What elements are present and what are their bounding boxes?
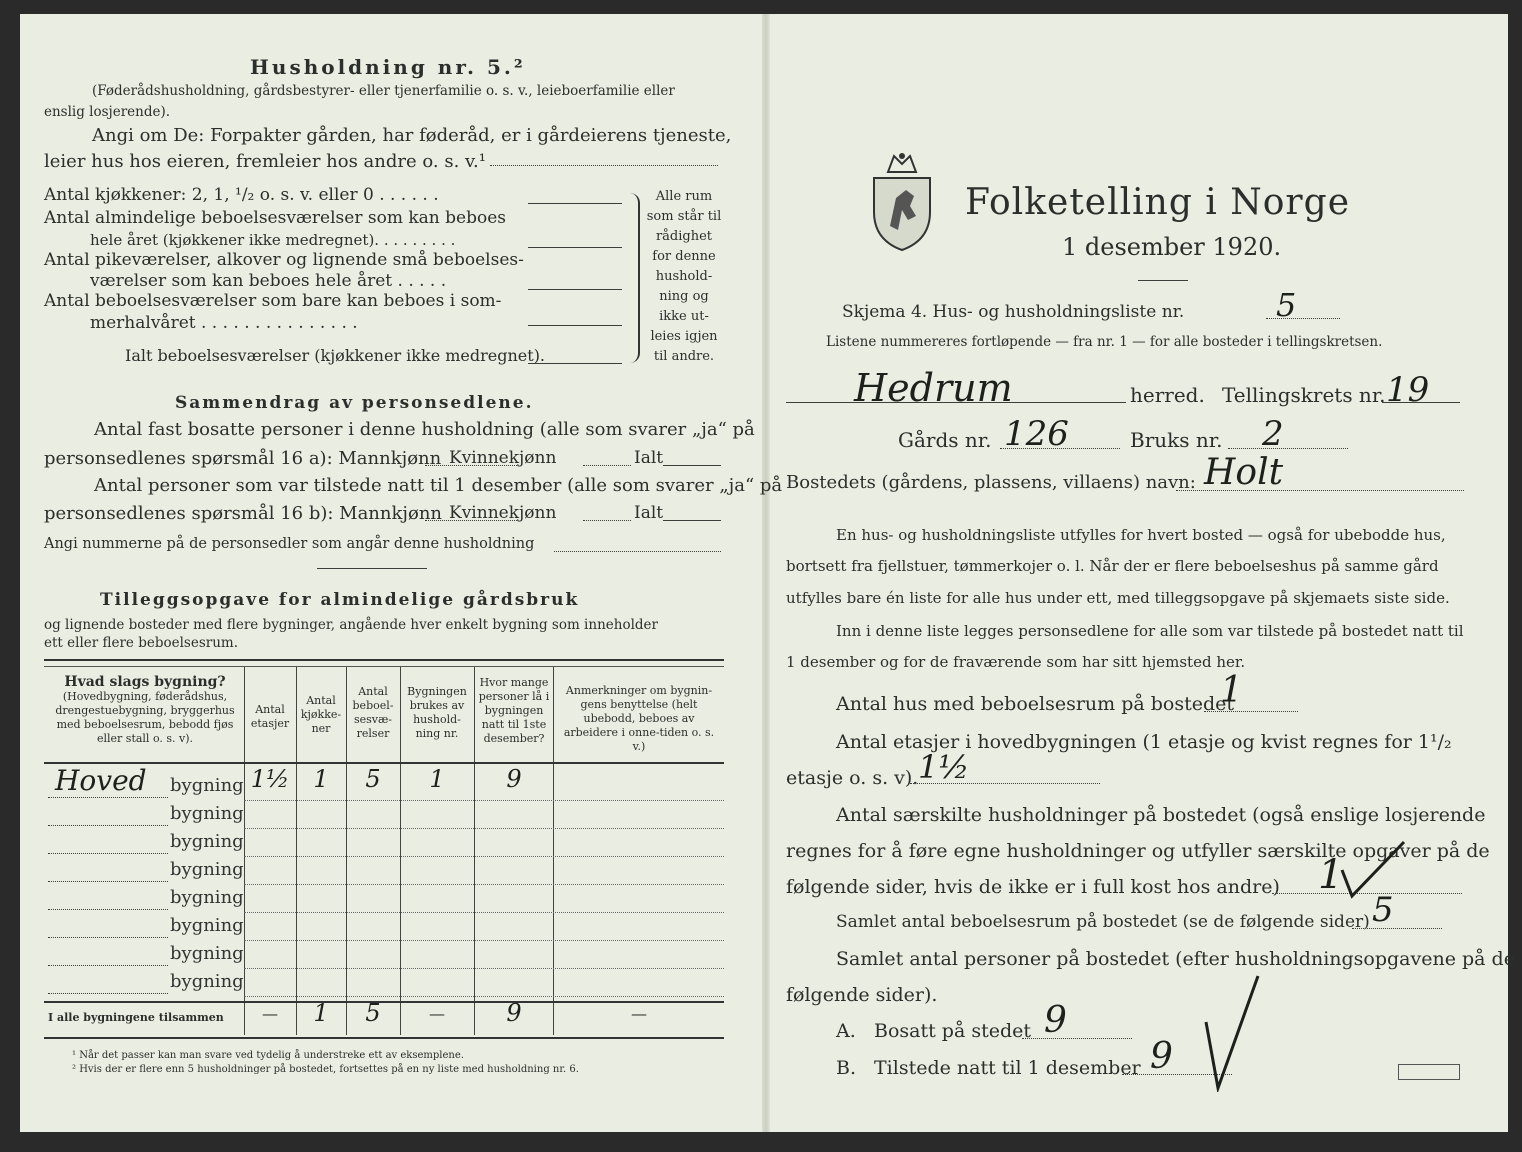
herred-label: herred.: [1130, 383, 1205, 407]
col-divider: [400, 666, 401, 1035]
building-row-label: bygning: [170, 859, 244, 880]
bruks-field: [1228, 448, 1348, 449]
side-note-line: til andre.: [653, 349, 715, 364]
form-date: 1 desember 1920.: [1062, 233, 1282, 261]
col-header-persons: Hvor mange personer lå i bygningen natt til 1ste desember?: [478, 676, 550, 745]
summary-line-1: Antal fast bosatte personer i denne husholdning (alle som svarer „ja“ på: [94, 419, 755, 440]
side-note: [644, 187, 724, 367]
bosted-value[interactable]: Holt: [1204, 452, 1284, 493]
female-label: Kvinnekjønn: [449, 503, 557, 523]
side-note-line: rådighet: [655, 229, 713, 244]
building-type-field[interactable]: [48, 881, 168, 882]
skjema-number[interactable]: 5: [1276, 286, 1297, 324]
total-label: Ialt: [634, 448, 664, 468]
check-mark-icon: [1196, 972, 1266, 1092]
building-type-field[interactable]: [48, 825, 168, 826]
side-note-line: for denne: [652, 249, 716, 264]
total-label: Ialt: [634, 503, 664, 523]
col-header-remarks: Anmerkninger om bygnin-gens benyttelse (helt ubebodd, beboes av arbeidere i onne-tiden o. s. v.): [563, 684, 715, 753]
footnote-1: ¹ Når det passer kan man svare ved tydelig å understreke ett av eksemplene.: [72, 1050, 464, 1061]
saer-value[interactable]: 1: [1318, 852, 1344, 898]
row-rule: [244, 828, 724, 829]
col-header-type: [50, 674, 240, 746]
kitchens-answer[interactable]: [528, 203, 622, 204]
etasjer-label-1: Antal etasjer i hovedbygningen (1 etasje og kvist regnes for 1¹/₂: [836, 731, 1452, 753]
row1-floors[interactable]: 1½: [250, 765, 290, 793]
coat-of-arms-icon: [866, 150, 938, 254]
form-title: Folketelling i Norge: [965, 182, 1350, 223]
tilstede-value[interactable]: 9: [1150, 1036, 1173, 1077]
instr-line-4: Inn i denne liste legges personsedlene for alle som var tilstede på bostedet natt til: [836, 622, 1464, 640]
female-present-field[interactable]: [583, 520, 631, 521]
tillegg-line-1: og lignende bosteder med flere bygninger, angående hver enkelt bygning som inneholder: [44, 617, 658, 633]
small-rooms-label-a: Antal pikeværelser, alkover og lignende små beboelses-: [44, 250, 524, 270]
side-note-line: Alle rum: [655, 189, 713, 204]
divider: [1138, 280, 1188, 281]
building-row-label: bygning: [170, 971, 244, 992]
col-header-type-sub: (Hovedbygning, føderådshus, drengestuebygning, bryggerhus med beboelsesrum, bebodd fjøs eller stall o. s. v).: [55, 690, 235, 745]
row1-rooms[interactable]: 5: [365, 765, 381, 793]
intro-line-2: enslig losjerende).: [44, 104, 171, 120]
saer-label-3: følgende sider, hvis de ikke er i full kost hos andre): [786, 876, 1280, 898]
col-divider: [474, 666, 475, 1035]
tillegg-heading: Tilleggsopgave for almindelige gårdsbruk: [100, 590, 580, 610]
etasjer-value[interactable]: 1½: [918, 748, 970, 786]
total-remarks[interactable]: —: [631, 1004, 647, 1023]
small-rooms-label-b: værelser som kan beboes hele året . . . . .: [90, 271, 447, 291]
female-resident-field[interactable]: [583, 465, 631, 466]
brace: [630, 193, 640, 363]
samlet-pers-label-2: følgende sider).: [786, 984, 938, 1006]
rooms-label-a: Antal almindelige beboelsesværelser som kan beboes: [44, 208, 506, 228]
building-row-label: bygning: [170, 943, 244, 964]
bruks-value[interactable]: 2: [1262, 414, 1284, 454]
samlet-rum-field: [1352, 928, 1442, 929]
rooms-answer[interactable]: [528, 247, 622, 248]
total-rooms-answer[interactable]: [528, 363, 622, 364]
side-note-line: ning og: [659, 289, 709, 304]
col-header-type-title: Hvad slags bygning?: [64, 674, 226, 690]
building-type-field[interactable]: [48, 965, 168, 966]
building-type-field[interactable]: [48, 797, 168, 798]
col-divider: [553, 666, 554, 1035]
intro-line-1: (Føderådshusholdning, gårdsbestyrer- eller tjenerfamilie o. s. v., leieboerfamilie eller: [92, 83, 675, 99]
total-kitchens[interactable]: 1: [313, 999, 329, 1027]
bosatt-value[interactable]: 9: [1044, 1000, 1067, 1041]
small-rooms-answer[interactable]: [528, 289, 622, 290]
col-header-kitchens: Antal kjøkke-ner: [300, 694, 342, 735]
total-resident-field[interactable]: [663, 465, 721, 466]
building-type-field[interactable]: [48, 909, 168, 910]
col-header-floors: Antal etasjer: [250, 703, 290, 730]
rooms-label-b: hele året (kjøkkener ikke medregnet). . . . . . . . .: [90, 231, 456, 249]
bosatt-label: Bosatt på stedet: [874, 1020, 1031, 1042]
female-label: Kvinnekjønn: [449, 448, 557, 468]
numbers-field[interactable]: [554, 551, 721, 552]
side-note-line: som står til: [646, 209, 722, 224]
etasjer-label-2: etasje o. s. v).: [786, 767, 919, 789]
instr-line-5: 1 desember og for de fraværende som har sitt hjemsted her.: [786, 653, 1246, 671]
row-rule: [244, 940, 724, 941]
col-header-household: Bygningen brukes av hushold-ning nr.: [407, 685, 467, 740]
instr-line-3: utfylles bare én liste for alle hus under ett, med tilleggsopgave på skjemaets siste side.: [786, 589, 1450, 607]
total-rooms[interactable]: 5: [365, 999, 381, 1027]
b-label: B.: [836, 1057, 857, 1079]
side-note-line: hushold-: [655, 269, 713, 284]
building-type-field[interactable]: [48, 853, 168, 854]
row-rule: [244, 968, 724, 969]
samlet-pers-label-1: Samlet antal personer på bostedet (efter husholdningsopgavene på de: [836, 948, 1515, 970]
hus-value[interactable]: 1: [1220, 670, 1243, 711]
summary-line-1b: personsedlenes spørsmål 16 a): Mannkjønn: [44, 448, 442, 469]
tillegg-line-2: ett eller flere beboelsesrum.: [44, 635, 239, 651]
printer-stamp: [1398, 1064, 1460, 1080]
gards-value[interactable]: 126: [1004, 414, 1069, 454]
angi-line-1: Angi om De: Forpakter gården, har føderåd, er i gårdeierens tjeneste,: [92, 125, 732, 146]
total-present-field[interactable]: [663, 520, 721, 521]
divider: [317, 568, 427, 569]
building-row-label: bygning: [170, 831, 244, 852]
saer-label-2: regnes for å føre egne husholdninger og utfyller særskilte opgaver på de: [786, 840, 1490, 862]
samlet-rum-label: Samlet antal beboelsesrum på bostedet (se de følgende sider): [836, 912, 1370, 932]
numbering-note: Listene nummereres fortløpende — fra nr. 1 — for alle bosteder i tellingskretsen.: [826, 334, 1383, 350]
herred-value[interactable]: Hedrum: [854, 366, 1013, 410]
total-row-label: I alle bygningene tilsammen: [48, 1011, 224, 1024]
angi-line-2: leier hus hos eieren, fremleier hos andre o. s. v.¹: [44, 151, 486, 172]
building-row-label: bygning: [170, 887, 244, 908]
samlet-rum-value[interactable]: 5: [1372, 890, 1394, 930]
kitchens-label: Antal kjøkkener: 2, 1, ¹/₂ o. s. v. eller 0 . . . . . .: [44, 185, 439, 205]
total-persons[interactable]: 9: [506, 999, 522, 1027]
building-row-label: bygning: [170, 803, 244, 824]
row-rule: [244, 996, 724, 997]
tilstede-label: Tilstede natt til 1 desember: [874, 1057, 1141, 1079]
col-divider: [244, 666, 245, 1035]
krets-label: Tellingskrets nr.: [1222, 383, 1386, 407]
hus-field: [1204, 711, 1298, 712]
bosatt-field: [1022, 1038, 1132, 1039]
building-type-field[interactable]: [48, 993, 168, 994]
total-floors[interactable]: —: [262, 1004, 278, 1023]
summary-line-2b: personsedlenes spørsmål 16 b): Mannkjønn: [44, 503, 443, 524]
row-rule: [244, 856, 724, 857]
row-rule: [244, 800, 724, 801]
row1-building-type[interactable]: Hoved: [55, 764, 147, 797]
summer-rooms-label-b: merhalvåret . . . . . . . . . . . . . . .: [90, 313, 358, 333]
gards-label: Gårds nr.: [898, 428, 992, 452]
total-rooms-label: Ialt beboelsesværelser (kjøkkener ikke medregnet).: [125, 346, 546, 365]
row-rule: [244, 912, 724, 913]
row-rule: [244, 884, 724, 885]
summer-rooms-label-a: Antal beboelsesværelser som bare kan beboes i som-: [44, 291, 502, 311]
summer-rooms-answer[interactable]: [528, 325, 622, 326]
instr-line-1: En hus- og husholdningsliste utfylles for hvert bosted — også for ubebodde hus,: [836, 526, 1446, 544]
skjema-label: Skjema 4. Hus- og husholdningsliste nr.: [842, 302, 1185, 322]
instr-line-2: bortsett fra fjellstuer, tømmerkojer o. l. Når der er flere beboelseshus på samme gård: [786, 557, 1439, 575]
summary-line-2: Antal personer som var tilstede natt til 1 desember (alle som svarer „ja“ på: [94, 475, 783, 496]
bruks-label: Bruks nr.: [1130, 428, 1223, 452]
col-divider: [296, 666, 297, 1035]
household-heading: Husholdning nr. 5.²: [250, 55, 526, 79]
col-divider: [346, 666, 347, 1035]
saer-label-1: Antal særskilte husholdninger på bostedet (også enslige losjerende: [836, 804, 1486, 826]
bosted-label: Bostedets (gårdens, plassens, villaens) navn:: [786, 472, 1196, 493]
a-label: A.: [836, 1020, 856, 1042]
side-note-line: ikke ut-: [659, 309, 709, 324]
row1-persons[interactable]: 9: [506, 765, 522, 793]
row1-kitchens[interactable]: 1: [313, 765, 329, 793]
summary-heading: Sammendrag av personsedlene.: [175, 393, 534, 413]
building-type-field[interactable]: [48, 937, 168, 938]
col-header-rooms: Antal beboel-sesvæ-relser: [352, 685, 394, 740]
total-household[interactable]: —: [429, 1004, 445, 1023]
numbers-label: Angi nummerne på de personsedler som angår denne husholdning: [44, 536, 535, 552]
row1-household[interactable]: 1: [429, 765, 445, 793]
footnote-2: ² Hvis der er flere enn 5 husholdninger på bostedet, fortsettes på en ny liste med husholdning nr. 6.: [72, 1064, 579, 1075]
angi-answer-line[interactable]: [490, 165, 718, 166]
side-note-line: leies igjen: [650, 329, 718, 344]
krets-value[interactable]: 19: [1386, 370, 1430, 410]
building-row-label: bygning: [170, 775, 244, 796]
building-row-label: bygning: [170, 915, 244, 936]
hus-label: Antal hus med beboelsesrum på bostedet: [836, 693, 1235, 715]
header-rule: [44, 666, 724, 667]
page-fold: [762, 14, 770, 1132]
